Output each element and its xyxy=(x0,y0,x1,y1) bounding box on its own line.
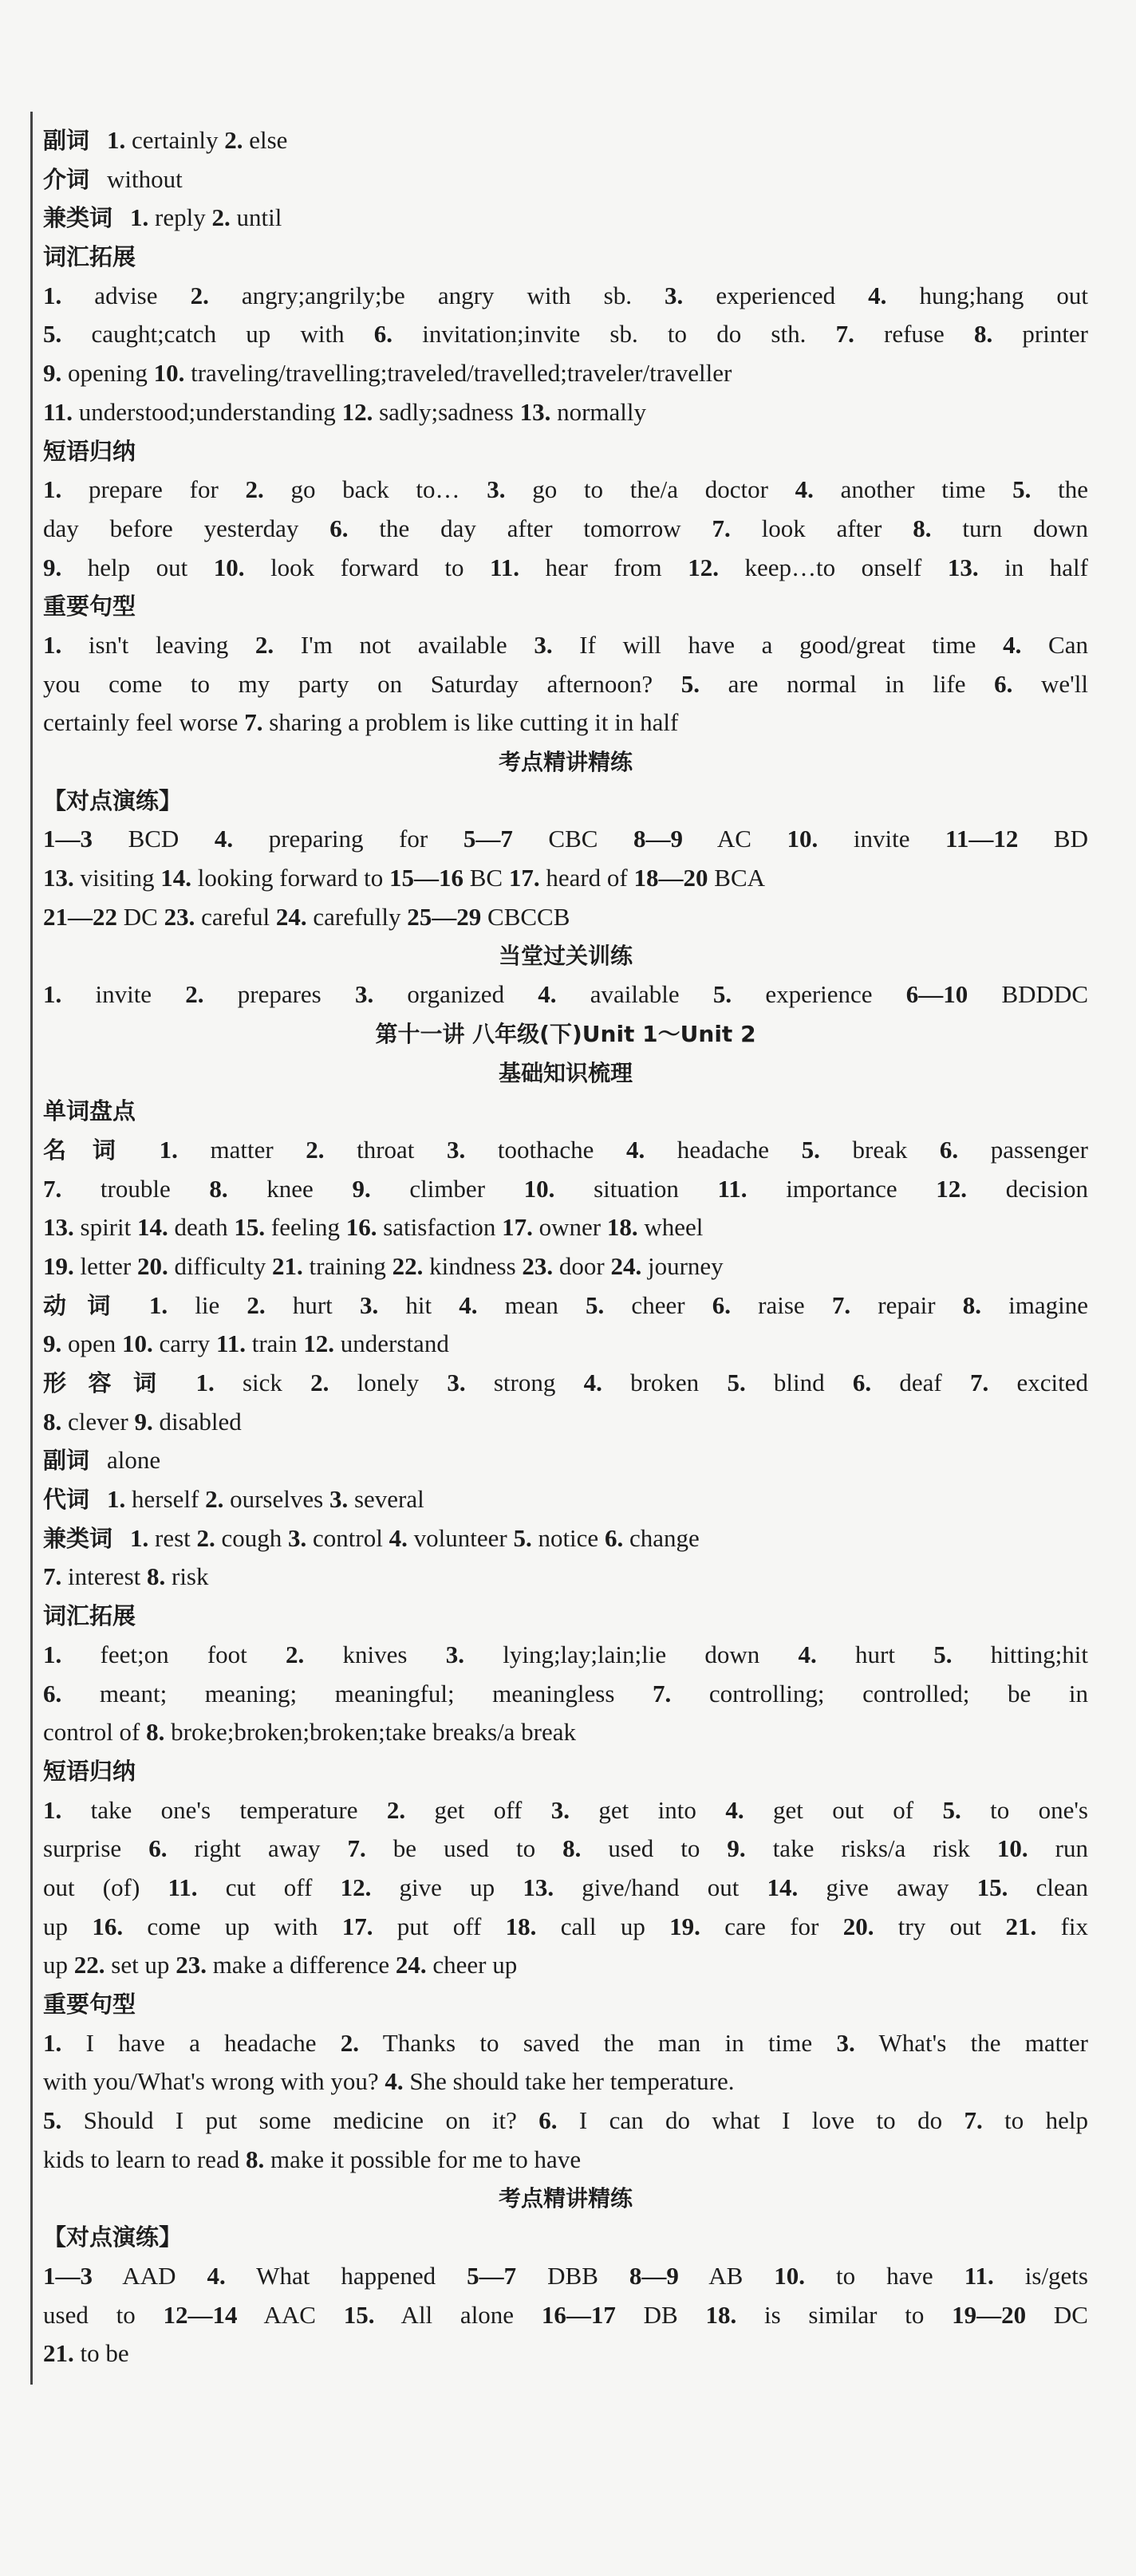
answer-line xyxy=(43,1480,1088,1519)
left-margin-rule xyxy=(30,112,33,2385)
answer-line xyxy=(43,121,1088,160)
answer-line xyxy=(43,2062,1088,2101)
answer-line xyxy=(43,1558,1088,1597)
category-label: 副词 xyxy=(43,127,90,154)
section-title xyxy=(43,2179,1088,2218)
answer-text: with you/What's wrong with you? 4. She should take her temperature. xyxy=(43,2067,735,2096)
answer-text: 1. sick 2. lonely 3. strong 4. broken 5. blind 6. deaf 7. excited xyxy=(195,1369,1088,1396)
answer-line xyxy=(43,898,1088,937)
answer-line xyxy=(43,859,1088,898)
answer-line xyxy=(43,2257,1088,2296)
answer-line xyxy=(43,393,1088,432)
answer-line xyxy=(43,354,1088,393)
answer-line xyxy=(43,820,1088,859)
answer-text: 21—22 DC 23. careful 24. carefully 25—29 CBCCB xyxy=(43,902,570,931)
answer-text: 1. prepare for 2. go back to… 3. go to the/a doctor 4. another time 5. the xyxy=(43,475,1088,504)
answer-text: 9. open 10. carry 11. train 12. understand xyxy=(43,1329,449,1358)
answer-line xyxy=(43,1403,1088,1442)
section-heading xyxy=(43,2218,1088,2257)
category-label: 副词 xyxy=(43,1447,90,1475)
answer-text: certainly feel worse 7. sharing a problem is like cutting it in half xyxy=(43,708,679,737)
category-label: 代词 xyxy=(43,1486,90,1514)
answer-line xyxy=(43,1325,1088,1364)
section-heading-label: 重要句型 xyxy=(43,593,136,620)
answer-line xyxy=(43,2101,1088,2141)
section-title-text: 当堂过关训练 xyxy=(498,943,633,970)
answer-line xyxy=(43,2024,1088,2063)
answer-line xyxy=(43,471,1088,510)
answer-line xyxy=(43,626,1088,665)
category-label: 介词 xyxy=(43,165,90,193)
answer-line xyxy=(43,1519,1088,1558)
section-heading xyxy=(43,432,1088,471)
answer-line xyxy=(43,1247,1088,1286)
section-heading xyxy=(43,1752,1088,1791)
answer-text: out (of) 11. cut off 12. give up 13. give/hand out 14. give away 15. clean xyxy=(43,1873,1088,1901)
answer-line xyxy=(43,315,1088,354)
answer-text: 6. meant; meaning; meaningful; meaningless 7. controlling; controlled; be in xyxy=(43,1679,1088,1707)
answer-text: 1. matter 2. throat 3. toothache 4. headache 5. break 6. passenger xyxy=(159,1135,1088,1164)
category-label: 形容词 xyxy=(43,1369,179,1396)
answer-text: 9. opening 10. traveling/travelling;traveled/travelled;traveler/traveller xyxy=(43,359,732,388)
answer-text: 1. I have a headache 2. Thanks to saved the man in time 3. What's the matter xyxy=(43,2028,1088,2057)
section-heading-label: 【对点演练】 xyxy=(43,2223,183,2251)
answer-line xyxy=(43,1131,1088,1170)
answer-text: 8. clever 9. disabled xyxy=(43,1407,242,1436)
answer-text: 1. herself 2. ourselves 3. several xyxy=(107,1485,424,1514)
answer-line xyxy=(43,277,1088,316)
section-heading xyxy=(43,1092,1088,1131)
section-heading xyxy=(43,238,1088,277)
answer-line xyxy=(43,160,1088,199)
category-label: 兼类词 xyxy=(43,1524,113,1552)
category-label: 名词 xyxy=(43,1136,142,1164)
answer-text: control of 8. broke;broken;broken;take breaks/a break xyxy=(43,1718,576,1747)
answer-line xyxy=(43,1286,1088,1325)
answer-line xyxy=(43,1830,1088,1869)
category-label: 兼类词 xyxy=(43,204,113,232)
section-heading xyxy=(43,1985,1088,2024)
answer-text: kids to learn to read 8. make it possible for me to have xyxy=(43,2145,582,2173)
answer-text: 11. understood;understanding 12. sadly;sadness 13. normally xyxy=(43,397,646,426)
answer-line xyxy=(43,975,1088,1014)
answer-text: 1. take one's temperature 2. get off 3. get into 4. get out of 5. to one's xyxy=(43,1795,1088,1824)
section-heading xyxy=(43,782,1088,821)
section-title-text: 考点精讲精练 xyxy=(498,749,633,775)
answer-text: 7. trouble 8. knee 9. climber 10. situation 11. importance 12. decision xyxy=(43,1174,1088,1203)
answer-line xyxy=(43,549,1088,588)
answer-text: 1—3 BCD 4. preparing for 5—7 CBC 8—9 AC 10. invite 11—12 BD xyxy=(43,825,1088,853)
answer-text: 1. lie 2. hurt 3. hit 4. mean 5. cheer 6. raise 7. repair 8. imagine xyxy=(148,1290,1088,1319)
answer-line xyxy=(43,1946,1088,1985)
answer-text: you come to my party on Saturday afternoon? 5. are normal in life 6. we'll xyxy=(43,669,1088,698)
answer-text: 1. certainly 2. else xyxy=(107,126,288,154)
answer-line xyxy=(43,1170,1088,1209)
answer-content xyxy=(43,121,1088,2373)
answer-line xyxy=(43,703,1088,742)
answer-text: 1. feet;on foot 2. knives 3. lying;lay;lain;lie down 4. hurt 5. hitting;hit xyxy=(43,1640,1088,1668)
section-title xyxy=(43,1014,1088,1054)
answer-text: 21. to be xyxy=(43,2339,129,2368)
section-title xyxy=(43,1054,1088,1093)
answer-line xyxy=(43,1791,1088,1830)
answer-text: 13. spirit 14. death 15. feeling 16. satisfaction 17. owner 18. wheel xyxy=(43,1213,704,1242)
answer-line xyxy=(43,1208,1088,1247)
answer-line xyxy=(43,1713,1088,1752)
section-title xyxy=(43,936,1088,975)
section-heading xyxy=(43,1597,1088,1636)
answer-text: 9. help out 10. look forward to 11. hear from 12. keep…to onself 13. in half xyxy=(43,553,1088,581)
section-title-text: 第十一讲 八年级(下)Unit 1～Unit 2 xyxy=(375,1020,756,1047)
answer-text: 1. isn't leaving 2. I'm not available 3. If will have a good/great time 4. Can xyxy=(43,630,1088,659)
answer-text: 1—3 AAD 4. What happened 5—7 DBB 8—9 AB 10. to have 11. is/gets xyxy=(43,2261,1088,2290)
section-title xyxy=(43,742,1088,782)
section-heading-label: 单词盘点 xyxy=(43,1097,136,1125)
section-heading-label: 【对点演练】 xyxy=(43,786,183,814)
answer-line xyxy=(43,510,1088,549)
answer-text: 1. rest 2. cough 3. control 4. volunteer 5. notice 6. change xyxy=(130,1523,700,1552)
answer-text: 19. letter 20. difficulty 21. training 22. kindness 23. door 24. journey xyxy=(43,1251,724,1280)
answer-text: 1. reply 2. until xyxy=(130,203,282,232)
answer-line xyxy=(43,1869,1088,1908)
answer-text: alone xyxy=(107,1446,161,1475)
answer-line xyxy=(43,1675,1088,1714)
section-heading xyxy=(43,587,1088,626)
answer-text: surprise 6. right away 7. be used to 8. used to 9. take risks/a risk 10. run xyxy=(43,1834,1088,1863)
section-heading-label: 短语归纳 xyxy=(43,437,136,465)
section-heading-label: 短语归纳 xyxy=(43,1757,136,1785)
answer-text: 7. interest 8. risk xyxy=(43,1562,209,1591)
answer-text: 1. invite 2. prepares 3. organized 4. available 5. experience 6—10 BDDDC xyxy=(43,980,1088,1009)
answer-line xyxy=(43,2296,1088,2335)
answer-text: day before yesterday 6. the day after tomorrow 7. look after 8. turn down xyxy=(43,514,1088,542)
answer-text: without xyxy=(107,164,183,193)
answer-line xyxy=(43,1364,1088,1403)
answer-line xyxy=(43,2141,1088,2180)
section-heading-label: 词汇拓展 xyxy=(43,243,136,271)
answer-text: up 16. come up with 17. put off 18. call up 19. care for 20. try out 21. fix xyxy=(43,1912,1088,1940)
answer-line xyxy=(43,1908,1088,1947)
answer-line xyxy=(43,665,1088,704)
answer-line xyxy=(43,199,1088,238)
section-title-text: 基础知识梳理 xyxy=(498,1059,633,1086)
answer-text: used to 12—14 AAC 15. All alone 16—17 DB 18. is similar to 19—20 DC xyxy=(43,2300,1088,2329)
answer-text: 5. Should I put some medicine on it? 6. I can do what I love to do 7. to help xyxy=(43,2106,1088,2135)
section-title-text: 考点精讲精练 xyxy=(498,2185,633,2212)
section-heading-label: 词汇拓展 xyxy=(43,1602,136,1630)
category-label: 动词 xyxy=(43,1291,132,1319)
answer-text: 13. visiting 14. looking forward to 15—16 BC 17. heard of 18—20 BCA xyxy=(43,864,766,892)
answer-line xyxy=(43,2334,1088,2373)
answer-line xyxy=(43,1636,1088,1675)
answer-text: 1. advise 2. angry;angrily;be angry with sb. 3. experienced 4. hung;hang out xyxy=(43,281,1088,309)
answer-line xyxy=(43,1441,1088,1480)
answer-text: up 22. set up 23. make a difference 24. cheer up xyxy=(43,1951,518,1979)
section-heading-label: 重要句型 xyxy=(43,1991,136,2018)
answer-text: 5. caught;catch up with 6. invitation;invite sb. to do sth. 7. refuse 8. printer xyxy=(43,320,1088,349)
